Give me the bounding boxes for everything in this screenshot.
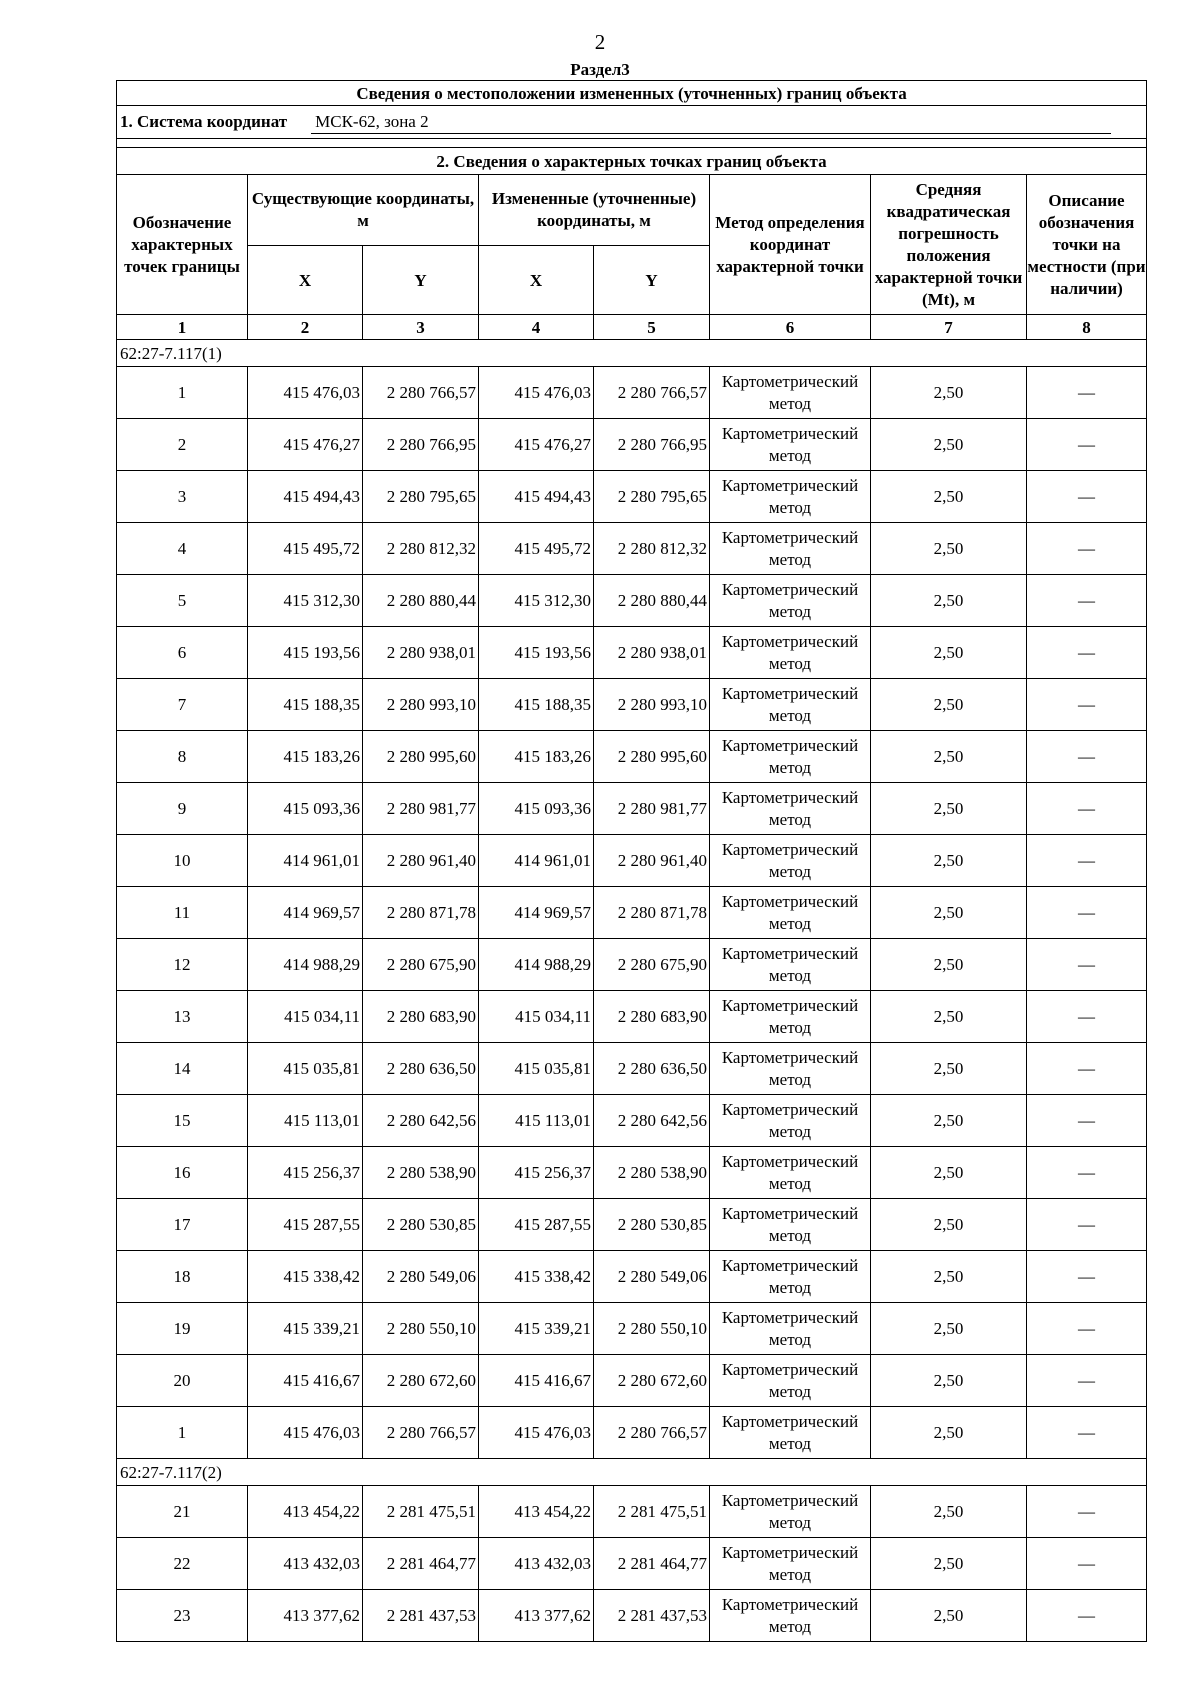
error-value: 2,50 xyxy=(871,679,1027,731)
changed-x: 415 494,43 xyxy=(479,471,594,523)
changed-x: 414 988,29 xyxy=(479,939,594,991)
existing-y: 2 281 475,51 xyxy=(363,1486,479,1538)
points-section-title: 2. Сведения о характерных точках границ объекта xyxy=(117,148,1147,175)
description: — xyxy=(1027,1095,1147,1147)
table-row xyxy=(117,679,1147,731)
description: — xyxy=(1027,1303,1147,1355)
existing-y: 2 280 995,60 xyxy=(363,731,479,783)
group-row xyxy=(117,1459,1147,1486)
description: — xyxy=(1027,1043,1147,1095)
changed-y: 2 280 672,60 xyxy=(594,1355,710,1407)
header-existing-x: X xyxy=(248,246,363,315)
point-number: 8 xyxy=(117,731,248,783)
description: — xyxy=(1027,1355,1147,1407)
coord-system-row xyxy=(117,106,1147,139)
error-value: 2,50 xyxy=(871,1407,1027,1459)
error-value: 2,50 xyxy=(871,1147,1027,1199)
method: Картометрический метод xyxy=(710,523,871,575)
method: Картометрический метод xyxy=(710,1355,871,1407)
point-number: 16 xyxy=(117,1147,248,1199)
description: — xyxy=(1027,471,1147,523)
existing-y: 2 280 538,90 xyxy=(363,1147,479,1199)
error-value: 2,50 xyxy=(871,991,1027,1043)
method: Картометрический метод xyxy=(710,783,871,835)
method: Картометрический метод xyxy=(710,367,871,419)
existing-y: 2 280 766,57 xyxy=(363,1407,479,1459)
error-value: 2,50 xyxy=(871,1590,1027,1642)
changed-y: 2 280 961,40 xyxy=(594,835,710,887)
table-row xyxy=(117,835,1147,887)
existing-x: 414 961,01 xyxy=(248,835,363,887)
existing-x: 415 183,26 xyxy=(248,731,363,783)
table-row xyxy=(117,991,1147,1043)
header-description: Описание обозначения точки на местности (при наличии) xyxy=(1027,175,1147,315)
existing-x: 415 035,81 xyxy=(248,1043,363,1095)
method: Картометрический метод xyxy=(710,679,871,731)
changed-y: 2 280 812,32 xyxy=(594,523,710,575)
method: Картометрический метод xyxy=(710,1486,871,1538)
column-number: 3 xyxy=(363,315,479,340)
point-number: 7 xyxy=(117,679,248,731)
method: Картометрический метод xyxy=(710,1043,871,1095)
table-row xyxy=(117,1043,1147,1095)
existing-y: 2 280 938,01 xyxy=(363,627,479,679)
existing-x: 415 093,36 xyxy=(248,783,363,835)
existing-y: 2 280 683,90 xyxy=(363,991,479,1043)
changed-x: 415 495,72 xyxy=(479,523,594,575)
table-row xyxy=(117,575,1147,627)
existing-y: 2 280 961,40 xyxy=(363,835,479,887)
method: Картометрический метод xyxy=(710,1407,871,1459)
existing-x: 415 034,11 xyxy=(248,991,363,1043)
description: — xyxy=(1027,1147,1147,1199)
method: Картометрический метод xyxy=(710,939,871,991)
existing-y: 2 280 530,85 xyxy=(363,1199,479,1251)
point-number: 10 xyxy=(117,835,248,887)
method: Картометрический метод xyxy=(710,1251,871,1303)
error-value: 2,50 xyxy=(871,523,1027,575)
changed-y: 2 280 766,95 xyxy=(594,419,710,471)
point-number: 14 xyxy=(117,1043,248,1095)
table-row xyxy=(117,367,1147,419)
method: Картометрический метод xyxy=(710,1538,871,1590)
header-existing-coords: Существующие координаты, м xyxy=(248,175,479,246)
error-value: 2,50 xyxy=(871,1043,1027,1095)
point-number: 17 xyxy=(117,1199,248,1251)
description: — xyxy=(1027,783,1147,835)
error-value: 2,50 xyxy=(871,471,1027,523)
method: Картометрический метод xyxy=(710,1199,871,1251)
changed-x: 415 188,35 xyxy=(479,679,594,731)
existing-y: 2 280 549,06 xyxy=(363,1251,479,1303)
table-row xyxy=(117,1355,1147,1407)
existing-y: 2 280 795,65 xyxy=(363,471,479,523)
changed-y: 2 280 766,57 xyxy=(594,367,710,419)
description: — xyxy=(1027,731,1147,783)
existing-y: 2 280 636,50 xyxy=(363,1043,479,1095)
changed-y: 2 280 981,77 xyxy=(594,783,710,835)
column-number: 2 xyxy=(248,315,363,340)
description: — xyxy=(1027,939,1147,991)
group-label: 62:27-7.117(1) xyxy=(117,340,1147,367)
changed-y: 2 280 636,50 xyxy=(594,1043,710,1095)
existing-x: 415 287,55 xyxy=(248,1199,363,1251)
existing-x: 413 454,22 xyxy=(248,1486,363,1538)
point-number: 18 xyxy=(117,1251,248,1303)
table-row xyxy=(117,627,1147,679)
existing-x: 415 188,35 xyxy=(248,679,363,731)
error-value: 2,50 xyxy=(871,367,1027,419)
description: — xyxy=(1027,1407,1147,1459)
error-value: 2,50 xyxy=(871,1303,1027,1355)
table-row xyxy=(117,1590,1147,1642)
coord-system-label: 1. Система координат xyxy=(120,111,288,131)
changed-y: 2 280 795,65 xyxy=(594,471,710,523)
table-row xyxy=(117,1538,1147,1590)
method: Картометрический метод xyxy=(710,731,871,783)
point-number: 1 xyxy=(117,1407,248,1459)
changed-x: 413 454,22 xyxy=(479,1486,594,1538)
header-designation: Обозначение характерных точек границы xyxy=(117,175,248,315)
existing-x: 415 113,01 xyxy=(248,1095,363,1147)
existing-y: 2 280 766,57 xyxy=(363,367,479,419)
point-number: 2 xyxy=(117,419,248,471)
method: Картометрический метод xyxy=(710,1095,871,1147)
changed-y: 2 280 683,90 xyxy=(594,991,710,1043)
error-value: 2,50 xyxy=(871,835,1027,887)
changed-y: 2 280 938,01 xyxy=(594,627,710,679)
error-value: 2,50 xyxy=(871,1486,1027,1538)
changed-y: 2 281 475,51 xyxy=(594,1486,710,1538)
column-number: 8 xyxy=(1027,315,1147,340)
existing-x: 413 377,62 xyxy=(248,1590,363,1642)
section-title: Раздел3 xyxy=(570,60,630,79)
changed-x: 413 432,03 xyxy=(479,1538,594,1590)
point-number: 20 xyxy=(117,1355,248,1407)
error-value: 2,50 xyxy=(871,419,1027,471)
group-label: 62:27-7.117(2) xyxy=(117,1459,1147,1486)
error-value: 2,50 xyxy=(871,627,1027,679)
description: — xyxy=(1027,1538,1147,1590)
method: Картометрический метод xyxy=(710,419,871,471)
description: — xyxy=(1027,627,1147,679)
existing-y: 2 280 642,56 xyxy=(363,1095,479,1147)
changed-x: 415 035,81 xyxy=(479,1043,594,1095)
description: — xyxy=(1027,835,1147,887)
description: — xyxy=(1027,1590,1147,1642)
table-row xyxy=(117,1251,1147,1303)
table-row xyxy=(117,419,1147,471)
method: Картометрический метод xyxy=(710,627,871,679)
description: — xyxy=(1027,991,1147,1043)
table-row xyxy=(117,887,1147,939)
existing-y: 2 281 437,53 xyxy=(363,1590,479,1642)
table-row xyxy=(117,1407,1147,1459)
existing-y: 2 280 550,10 xyxy=(363,1303,479,1355)
method: Картометрический метод xyxy=(710,471,871,523)
existing-y: 2 280 981,77 xyxy=(363,783,479,835)
header-changed-x: X xyxy=(479,246,594,315)
header-changed-coords: Измененные (уточненные) координаты, м xyxy=(479,175,710,246)
existing-x: 415 416,67 xyxy=(248,1355,363,1407)
table-row xyxy=(117,1486,1147,1538)
header-existing-y: Y xyxy=(363,246,479,315)
existing-x: 415 476,03 xyxy=(248,367,363,419)
error-value: 2,50 xyxy=(871,1355,1027,1407)
column-number: 4 xyxy=(479,315,594,340)
existing-x: 415 312,30 xyxy=(248,575,363,627)
method: Картометрический метод xyxy=(710,991,871,1043)
table-title: Сведения о местоположении измененных (уточненных) границ объекта xyxy=(117,81,1147,106)
changed-y: 2 280 549,06 xyxy=(594,1251,710,1303)
changed-y: 2 280 993,10 xyxy=(594,679,710,731)
existing-y: 2 281 464,77 xyxy=(363,1538,479,1590)
point-number: 21 xyxy=(117,1486,248,1538)
changed-x: 415 339,21 xyxy=(479,1303,594,1355)
changed-y: 2 280 642,56 xyxy=(594,1095,710,1147)
description: — xyxy=(1027,1486,1147,1538)
point-number: 11 xyxy=(117,887,248,939)
changed-y: 2 281 437,53 xyxy=(594,1590,710,1642)
method: Картометрический метод xyxy=(710,887,871,939)
existing-y: 2 280 672,60 xyxy=(363,1355,479,1407)
table-row xyxy=(117,1147,1147,1199)
changed-x: 415 476,27 xyxy=(479,419,594,471)
existing-y: 2 280 766,95 xyxy=(363,419,479,471)
existing-y: 2 280 812,32 xyxy=(363,523,479,575)
column-number: 7 xyxy=(871,315,1027,340)
method: Картометрический метод xyxy=(710,835,871,887)
page-number: 2 xyxy=(594,30,606,54)
error-value: 2,50 xyxy=(871,783,1027,835)
description: — xyxy=(1027,575,1147,627)
existing-x: 414 969,57 xyxy=(248,887,363,939)
existing-x: 415 256,37 xyxy=(248,1147,363,1199)
table-row xyxy=(117,939,1147,991)
error-value: 2,50 xyxy=(871,1538,1027,1590)
changed-y: 2 280 766,57 xyxy=(594,1407,710,1459)
changed-x: 413 377,62 xyxy=(479,1590,594,1642)
changed-y: 2 280 995,60 xyxy=(594,731,710,783)
method: Картометрический метод xyxy=(710,1303,871,1355)
changed-x: 415 416,67 xyxy=(479,1355,594,1407)
changed-y: 2 281 464,77 xyxy=(594,1538,710,1590)
changed-x: 415 287,55 xyxy=(479,1199,594,1251)
changed-y: 2 280 880,44 xyxy=(594,575,710,627)
error-value: 2,50 xyxy=(871,1199,1027,1251)
description: — xyxy=(1027,887,1147,939)
table-row xyxy=(117,1303,1147,1355)
method: Картометрический метод xyxy=(710,1590,871,1642)
error-value: 2,50 xyxy=(871,731,1027,783)
description: — xyxy=(1027,419,1147,471)
changed-x: 415 113,01 xyxy=(479,1095,594,1147)
header-changed-y: Y xyxy=(594,246,710,315)
header-error: Средняя квадратическая погрешность положения характерной точки (Mt), м xyxy=(871,175,1027,315)
point-number: 22 xyxy=(117,1538,248,1590)
changed-x: 415 256,37 xyxy=(479,1147,594,1199)
group-row xyxy=(117,340,1147,367)
changed-x: 415 193,56 xyxy=(479,627,594,679)
existing-y: 2 280 880,44 xyxy=(363,575,479,627)
point-number: 23 xyxy=(117,1590,248,1642)
changed-y: 2 280 675,90 xyxy=(594,939,710,991)
point-number: 15 xyxy=(117,1095,248,1147)
point-number: 9 xyxy=(117,783,248,835)
existing-y: 2 280 993,10 xyxy=(363,679,479,731)
description: — xyxy=(1027,679,1147,731)
existing-x: 415 193,56 xyxy=(248,627,363,679)
table-row xyxy=(117,783,1147,835)
changed-y: 2 280 538,90 xyxy=(594,1147,710,1199)
table-row xyxy=(117,731,1147,783)
changed-x: 415 338,42 xyxy=(479,1251,594,1303)
existing-x: 414 988,29 xyxy=(248,939,363,991)
column-number: 1 xyxy=(117,315,248,340)
point-number: 19 xyxy=(117,1303,248,1355)
changed-y: 2 280 530,85 xyxy=(594,1199,710,1251)
error-value: 2,50 xyxy=(871,939,1027,991)
changed-x: 415 093,36 xyxy=(479,783,594,835)
column-number: 6 xyxy=(710,315,871,340)
changed-x: 415 476,03 xyxy=(479,367,594,419)
point-number: 13 xyxy=(117,991,248,1043)
description: — xyxy=(1027,1199,1147,1251)
changed-x: 414 961,01 xyxy=(479,835,594,887)
table-row xyxy=(117,1095,1147,1147)
error-value: 2,50 xyxy=(871,887,1027,939)
changed-x: 415 034,11 xyxy=(479,991,594,1043)
error-value: 2,50 xyxy=(871,1251,1027,1303)
table-row xyxy=(117,471,1147,523)
changed-x: 415 183,26 xyxy=(479,731,594,783)
description: — xyxy=(1027,1251,1147,1303)
point-number: 5 xyxy=(117,575,248,627)
method: Картометрический метод xyxy=(710,575,871,627)
existing-x: 415 476,27 xyxy=(248,419,363,471)
method: Картометрический метод xyxy=(710,1147,871,1199)
changed-x: 415 476,03 xyxy=(479,1407,594,1459)
changed-y: 2 280 550,10 xyxy=(594,1303,710,1355)
changed-x: 414 969,57 xyxy=(479,887,594,939)
existing-y: 2 280 871,78 xyxy=(363,887,479,939)
point-number: 4 xyxy=(117,523,248,575)
point-number: 3 xyxy=(117,471,248,523)
existing-x: 415 495,72 xyxy=(248,523,363,575)
description: — xyxy=(1027,523,1147,575)
existing-x: 415 494,43 xyxy=(248,471,363,523)
table-row xyxy=(117,523,1147,575)
point-number: 6 xyxy=(117,627,248,679)
error-value: 2,50 xyxy=(871,575,1027,627)
point-number: 1 xyxy=(117,367,248,419)
column-number: 5 xyxy=(594,315,710,340)
table-row xyxy=(117,1199,1147,1251)
existing-x: 415 338,42 xyxy=(248,1251,363,1303)
changed-y: 2 280 871,78 xyxy=(594,887,710,939)
error-value: 2,50 xyxy=(871,1095,1027,1147)
existing-x: 415 339,21 xyxy=(248,1303,363,1355)
existing-x: 415 476,03 xyxy=(248,1407,363,1459)
boundary-points-table xyxy=(116,80,1147,1642)
header-method: Метод определения координат характерной точки xyxy=(710,175,871,315)
coord-system-value: МСК-62, зона 2 xyxy=(311,111,1111,134)
changed-x: 415 312,30 xyxy=(479,575,594,627)
spacer-row xyxy=(117,139,1147,148)
existing-x: 413 432,03 xyxy=(248,1538,363,1590)
existing-y: 2 280 675,90 xyxy=(363,939,479,991)
description: — xyxy=(1027,367,1147,419)
point-number: 12 xyxy=(117,939,248,991)
